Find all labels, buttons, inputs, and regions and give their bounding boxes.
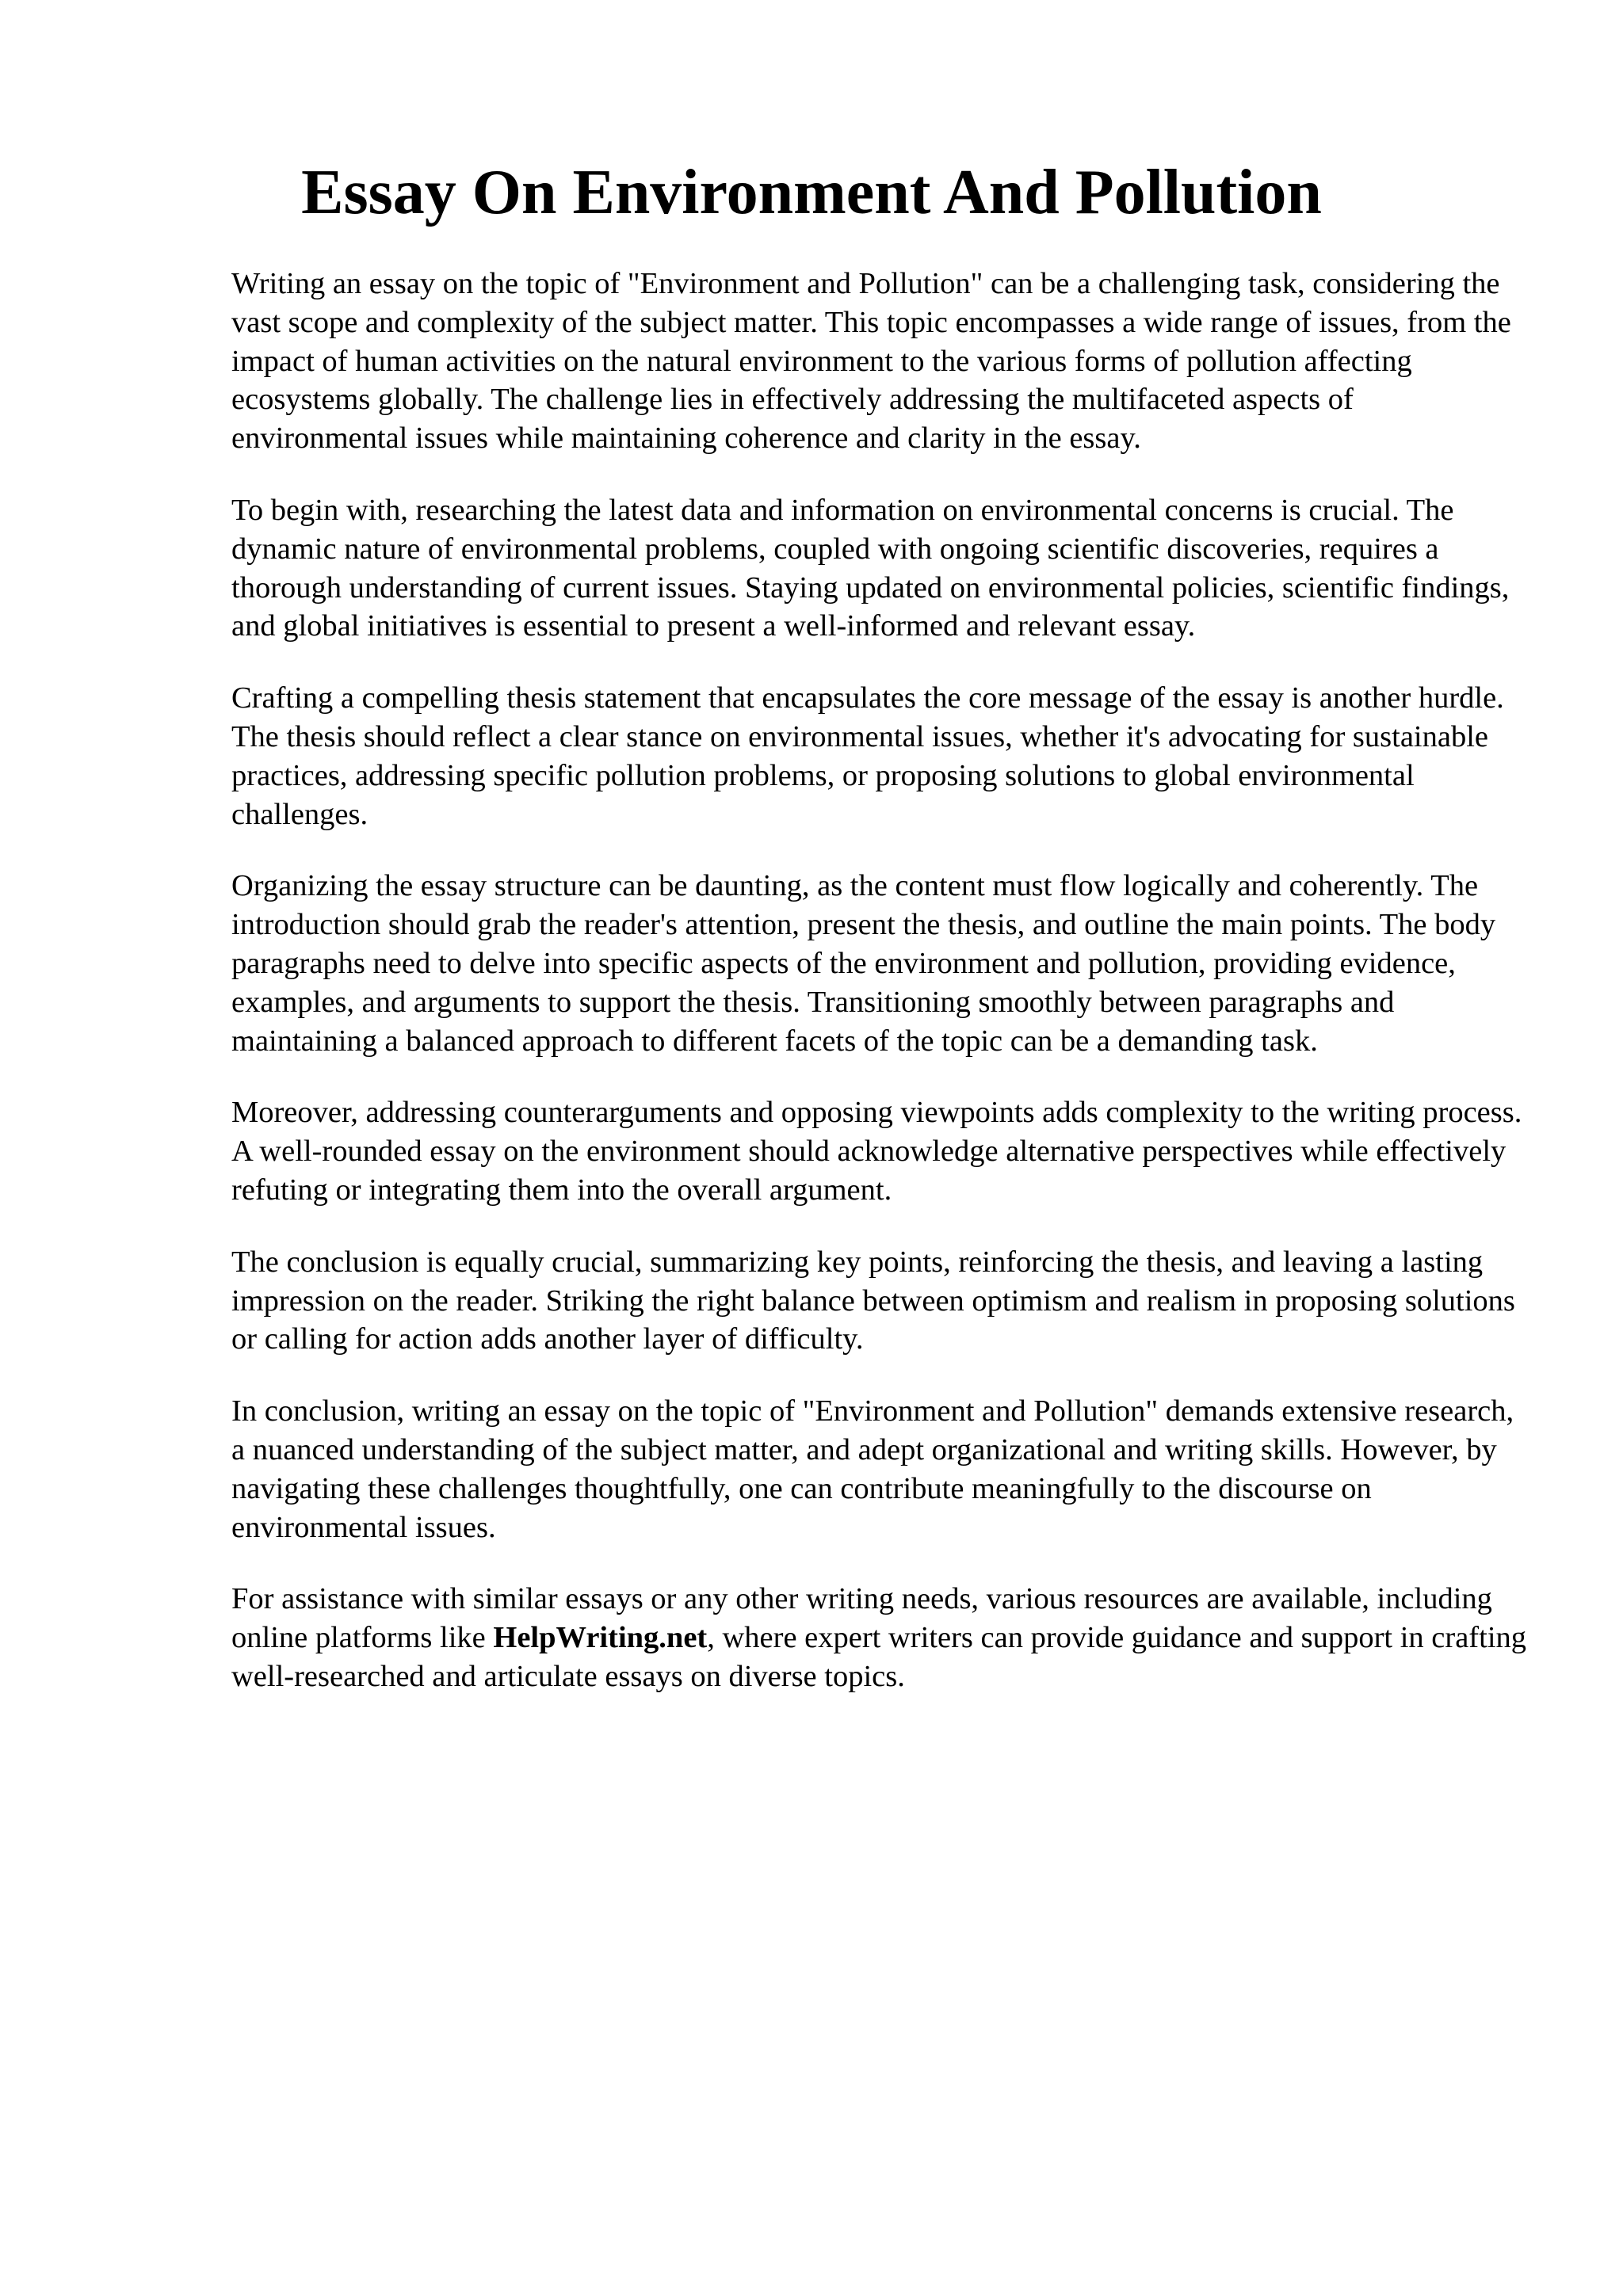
paragraph-research: To begin with, researching the latest data and information on environmental concerns is crucial. The dynamic nature of environmental problems, coupled with ongoing scientific discoveries, requires a thorough understanding of current issues. Staying updated on environmental policies, scientific findings, and global initiatives is essential to present a well-informed and relevant essay. (231, 493, 1510, 643)
paragraph-structure: Organizing the essay structure can be daunting, as the content must flow logically and coherently. The introduction should grab the reader's attention, present the thesis, and outline the main points. The body paragraphs need to delve into specific aspects of the environment and pollution, providing evidence, examples, and arguments to support the thesis. Transitioning smoothly between paragraphs and maintaining a balanced approach to different facets of the topic can be a demanding task. (231, 869, 1496, 1058)
paragraph-conclusion-advice: The conclusion is equally crucial, summarizing key points, reinforcing the thesis, and leaving a lasting impression on the reader. Striking the right balance between optimism and realism in proposing solutions or calling for action adds another layer of difficulty. (231, 1245, 1515, 1356)
closing-text-before: For assistance with similar essays or any other writing needs, various resources are available, including online platforms like (231, 1582, 1492, 1655)
paragraph-intro: Writing an essay on the topic of "Environment and Pollution" can be a challenging task, considering the vast scope and complexity of the subject matter. This topic encompasses a wide range of issues, from the impact of human activities on the natural environment to the various forms of pollution affecting ecosystems globally. The challenge lies in effectively addressing the multifaceted aspects of environmental issues while maintaining coherence and clarity in the essay. (231, 267, 1511, 456)
helpwriting-link[interactable]: HelpWriting.net (493, 1621, 708, 1655)
closing-text-after: , where expert writers can provide guidance and support in crafting well-researched and articulate essays on diverse topics. (231, 1621, 1527, 1693)
document-body (231, 265, 1531, 1730)
paragraph-thesis: Crafting a compelling thesis statement that encapsulates the core message of the essay is another hurdle. The thesis should reflect a clear stance on environmental issues, whether it's advocating for sustainable practices, addressing specific pollution problems, or proposing solutions to global environmental challenges. (231, 681, 1504, 831)
paragraph-counterarguments: Moreover, addressing counterarguments and opposing viewpoints adds complexity to the writing process. A well-rounded essay on the environment should acknowledge alternative perspectives while effectively refuting or integrating them into the overall argument. (231, 1096, 1522, 1207)
paragraph-in-conclusion: In conclusion, writing an essay on the topic of "Environment and Pollution" demands extensive research, a nuanced understanding of the subject matter, and adept organizational and writing skills. However, by navigating these challenges thoughtfully, one can contribute meaningfully to the discourse on environmental issues. (231, 1394, 1514, 1544)
document-title: Essay On Environment And Pollution (301, 158, 1322, 227)
paragraph-closing (231, 1580, 1531, 1695)
